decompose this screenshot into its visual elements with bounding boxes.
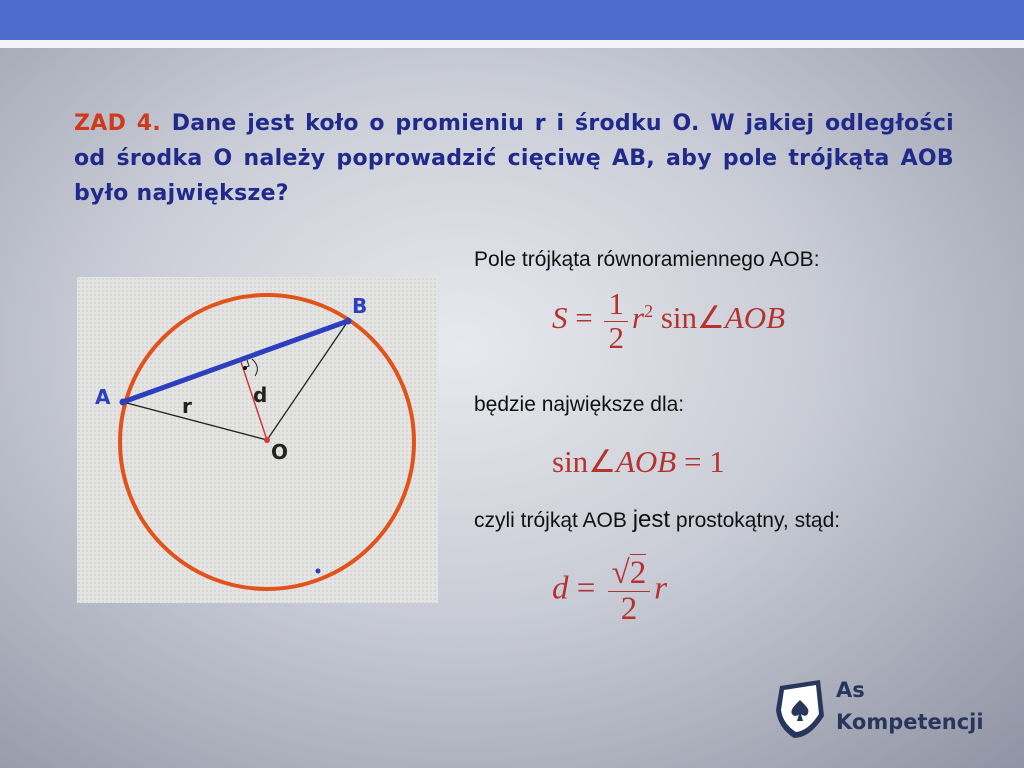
- problem-statement: [74, 106, 954, 211]
- formula-area-sin: sin: [660, 300, 697, 336]
- formula-condition-aob: AOB: [615, 444, 677, 479]
- header-divider: [0, 40, 1024, 48]
- solution-line-3-end: prostokątny, stąd:: [670, 509, 841, 532]
- label-a: A: [95, 385, 111, 409]
- formula-area-aob: AOB: [724, 300, 786, 336]
- angle-arc: [252, 359, 257, 376]
- formula-result-fraction: [608, 556, 651, 626]
- formula-result-r: r: [654, 570, 668, 607]
- formula-condition-eq: =: [684, 444, 702, 479]
- point-b-marker: [345, 318, 352, 325]
- formula-area-exponent: 2: [644, 300, 654, 321]
- label-d: d: [253, 383, 268, 407]
- formula-area-r: r: [631, 300, 645, 336]
- as-kompetencji-logo: [770, 676, 1000, 742]
- problem-label: ZAD 4.: [74, 111, 162, 136]
- formula-result-eq: =: [576, 570, 596, 607]
- header-bar: [0, 0, 1024, 40]
- solution-line-2: będzie największe dla:: [474, 393, 685, 416]
- fraction-numerator: [608, 556, 651, 592]
- logo-line-1: As: [836, 678, 865, 702]
- formula-condition-rhs: 1: [709, 444, 725, 479]
- circle-diagram: [77, 277, 438, 603]
- angle-symbol: ∠: [697, 300, 725, 336]
- formula-condition: [552, 444, 725, 480]
- solution-line-3-emphasis: jest: [632, 506, 671, 533]
- formula-area-lhs: S: [552, 300, 568, 336]
- spade-shield-icon: [770, 676, 832, 742]
- formula-result: [552, 556, 667, 626]
- fraction-numerator: 1: [604, 288, 628, 322]
- radius-ob-line: [267, 321, 348, 440]
- sqrt-symbol: √: [611, 555, 630, 591]
- solution-line-3-start: czyli trójkąt AOB: [474, 509, 633, 532]
- angle-symbol: ∠: [588, 444, 616, 479]
- problem-text: Dane jest koło o promieniu r i środku O. W jakiej odległości od środka O należy poprowadzić cięciwę AB, aby pole trójkąta AOB było największe?: [74, 111, 954, 206]
- radicand: 2: [629, 555, 647, 591]
- fraction-denominator: 2: [620, 590, 638, 627]
- formula-area: [552, 288, 785, 354]
- solution-line-1: Pole trójkąta równoramiennego AOB:: [474, 248, 820, 271]
- chord-ab: [123, 321, 348, 402]
- circle-figure: [77, 277, 438, 603]
- circle-dot: [316, 569, 321, 574]
- label-o: O: [271, 440, 289, 464]
- formula-condition-sin: sin: [552, 444, 589, 479]
- radius-oa-line: [123, 402, 267, 440]
- solution-line-3: [474, 506, 840, 534]
- formula-area-eq: =: [575, 300, 593, 336]
- point-o-marker: [264, 437, 270, 443]
- formula-area-fraction: [604, 288, 628, 354]
- formula-result-lhs: d: [552, 570, 569, 607]
- fraction-denominator: 2: [608, 319, 624, 355]
- angle-dot: [243, 366, 247, 370]
- label-r: r: [182, 394, 192, 418]
- label-b: B: [352, 294, 368, 318]
- logo-line-2: Kompetencji: [836, 710, 984, 734]
- point-a-marker: [120, 399, 127, 406]
